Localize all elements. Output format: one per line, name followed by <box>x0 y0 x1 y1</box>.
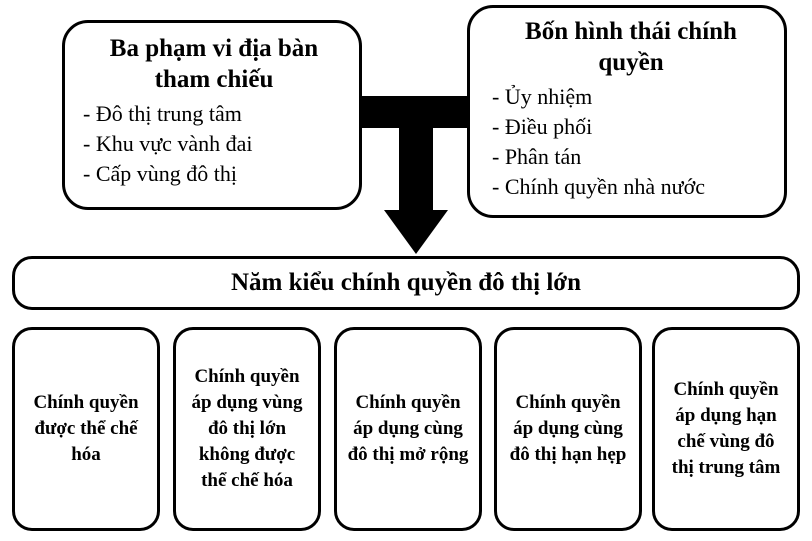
five-types-box <box>12 256 800 310</box>
list-item: - Đô thị trung tâm <box>83 101 242 126</box>
list-item: - Phân tán <box>492 144 582 169</box>
government-forms-box <box>467 5 787 218</box>
list-item: - Ủy nhiệm <box>492 84 593 109</box>
category-box-4 <box>494 327 642 531</box>
five-types-label: Năm kiểu chính quyền đô thị lớn <box>230 269 582 296</box>
list-item: - Khu vực vành đai <box>83 131 253 156</box>
list-item: - Điều phối <box>492 114 593 139</box>
category-box-1 <box>12 327 160 531</box>
category-box-5 <box>652 327 800 531</box>
category-label: Chính quyền áp dụng cùng đô thị mở rộng <box>347 392 469 465</box>
reference-scopes-heading: Ba phạm vi địa bàn tham chiếu <box>109 35 319 93</box>
horizontal-connector-bar <box>362 96 468 128</box>
list-item: - Cấp vùng đô thị <box>83 161 237 186</box>
reference-scopes-box <box>62 20 362 210</box>
government-forms-heading: Bốn hình thái chính quyền <box>525 18 737 76</box>
category-label: Chính quyền áp dụng hạn chế vùng đô thị trung tâm <box>671 379 781 478</box>
reference-scopes-list <box>83 99 345 189</box>
category-label: Chính quyền áp dụng cùng đô thị hạn hẹp <box>509 392 627 465</box>
government-forms-list <box>492 82 770 202</box>
list-item: - Chính quyền nhà nước <box>492 174 705 199</box>
vertical-connector-stem <box>399 128 433 210</box>
category-box-2 <box>173 327 321 531</box>
category-label: Chính quyền được thể chế hóa <box>33 392 139 465</box>
category-box-3 <box>334 327 482 531</box>
down-arrow-head <box>384 210 448 254</box>
category-label: Chính quyền áp dụng vùng đô thị lớn không được thể chế hóa <box>191 366 303 491</box>
